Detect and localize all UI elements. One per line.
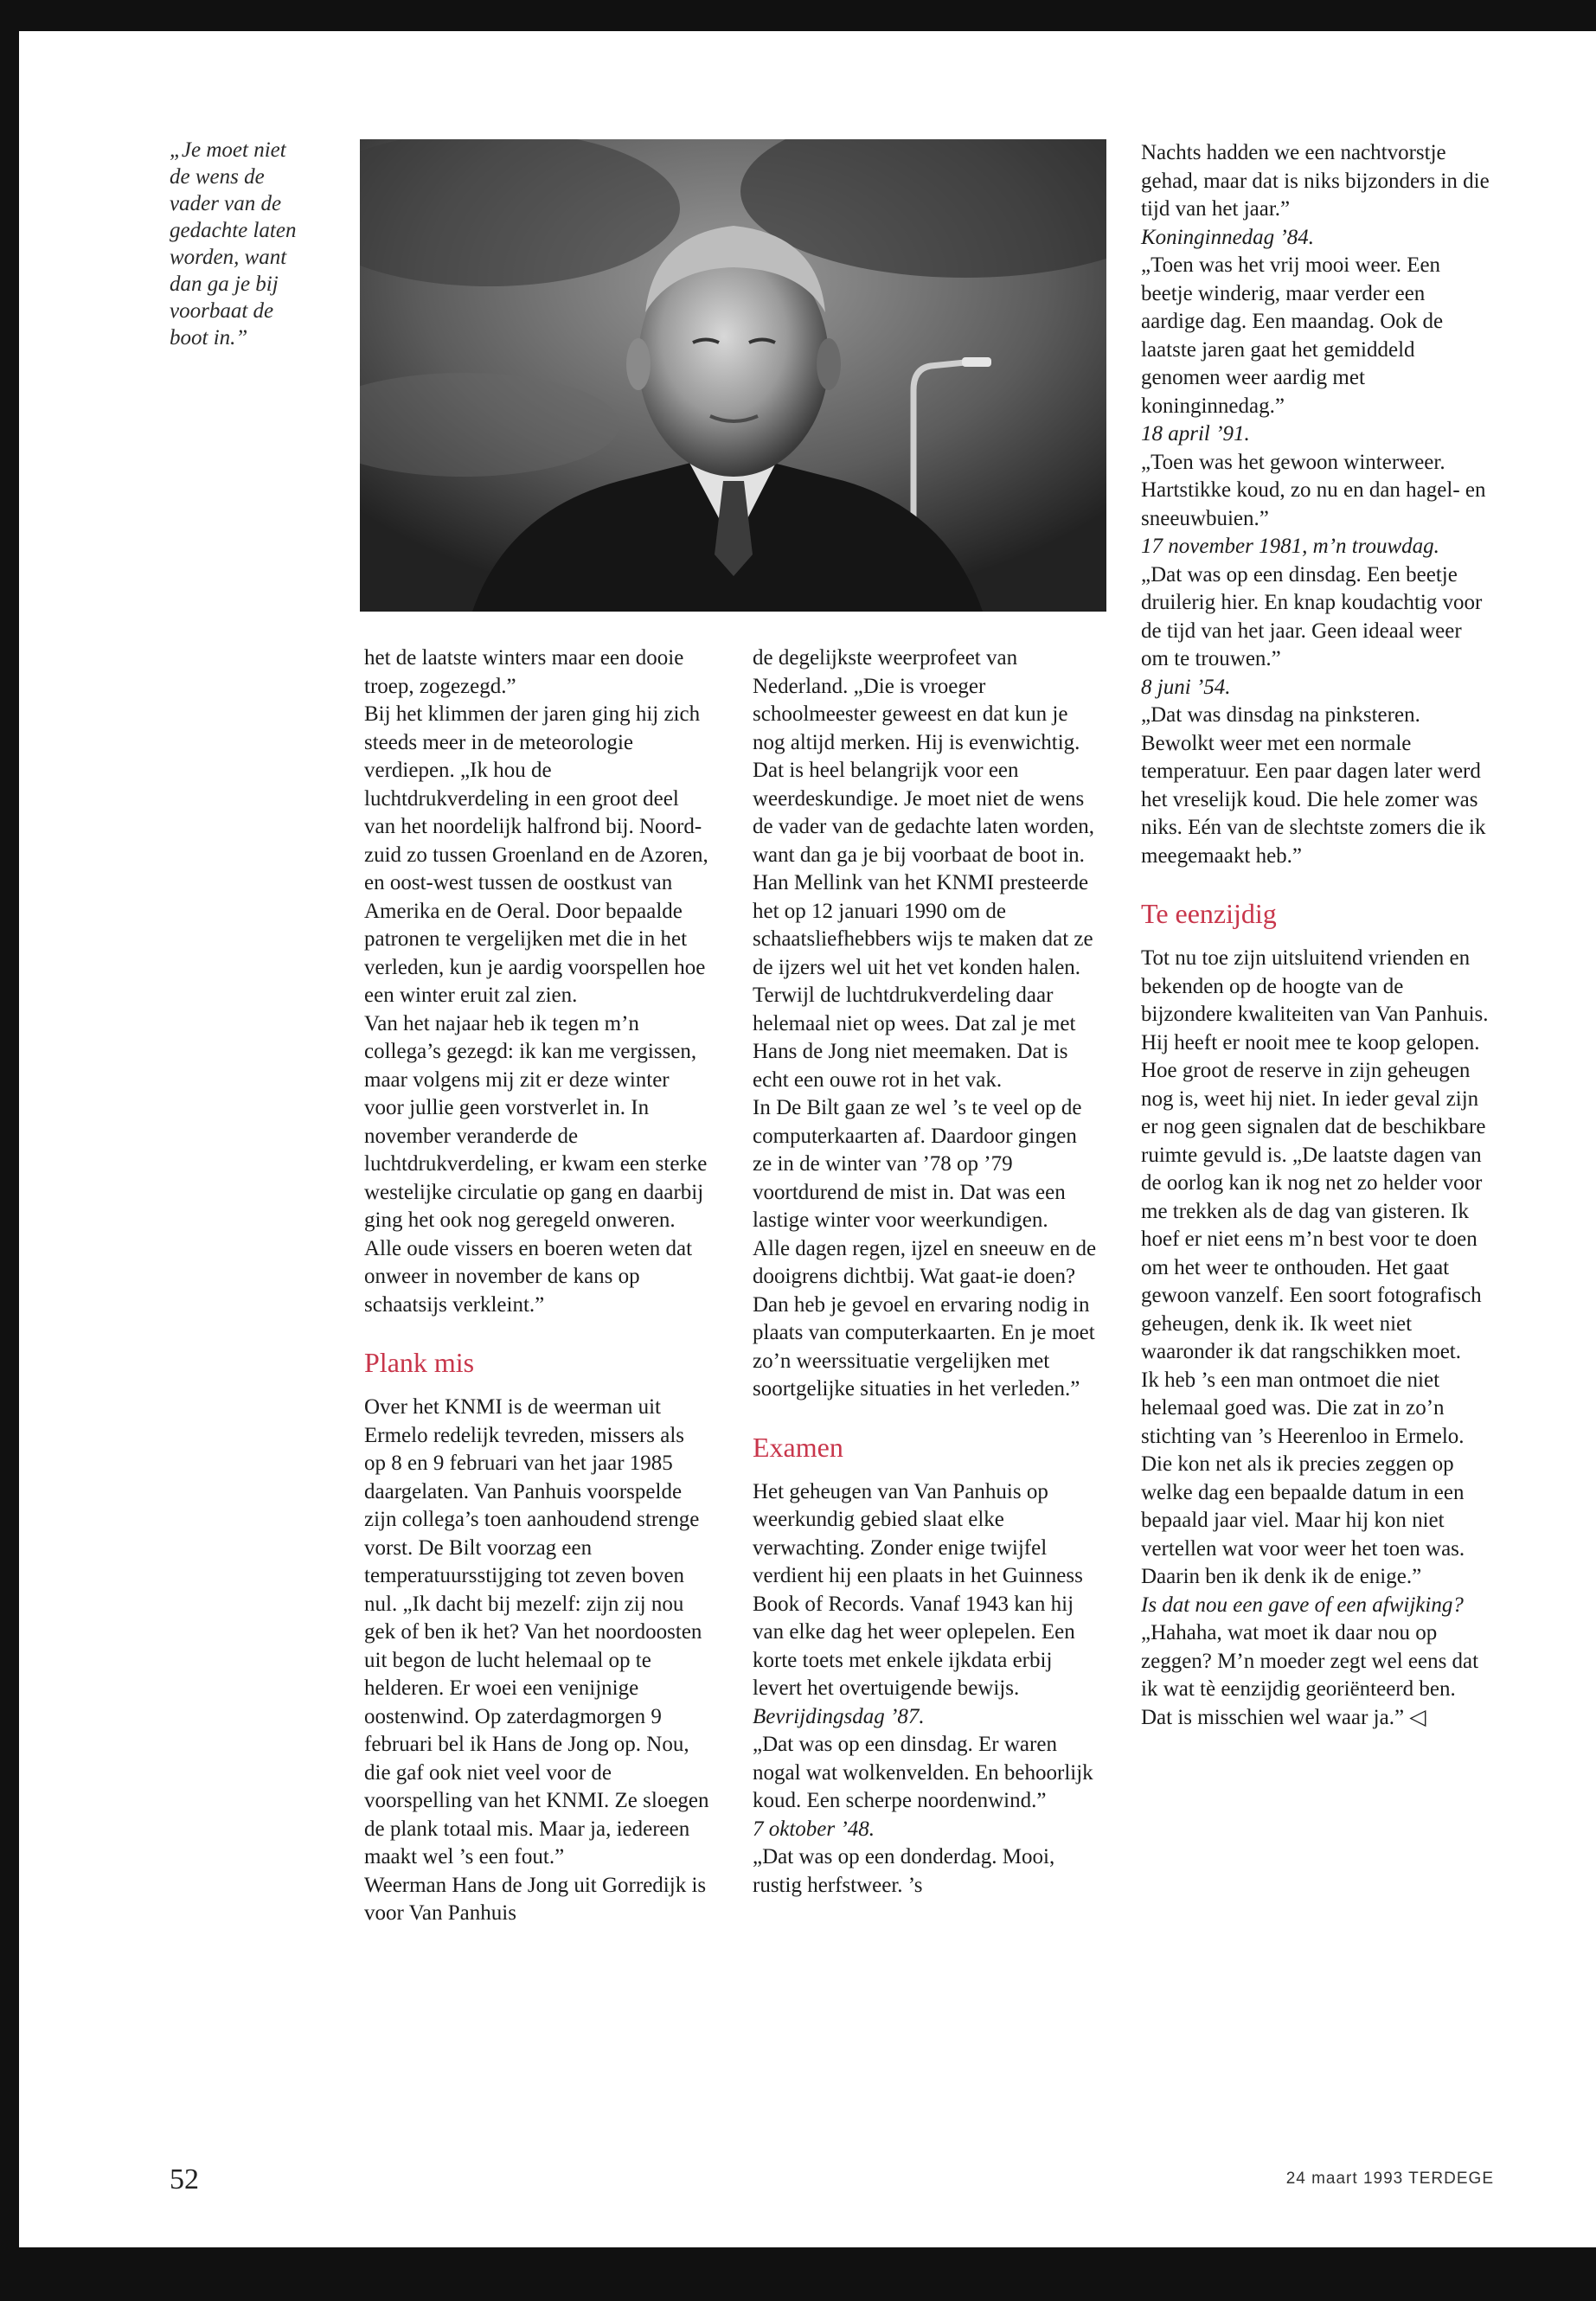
pull-quote: „Je moet niet de wens de vader van de gedachte laten worden, want dan ga je bij voorbaat de boot in.” (170, 138, 297, 349)
paragraph: Tot nu toe zijn uitsluitend vrienden en bekenden op de hoogte van de bijzondere kwaliteiten van Van Panhuis. Hij heeft er nooit mee te koop gelopen. Hoe groot de reserve in zijn geheugen nog is, weet hij niet. In ieder geval zijn er nog geen signalen dat de beschikbare ruimte gevuld is. „De laatste dagen van de oorlog kan ik nog net zo helder voor me trekken als de dag van gisteren. Ik hoef er niet eens m’n best voor te doen om het weer te onthouden. Het gaat gewoon vanzelf. Een soort fotografisch geheugen, denk ik. Ik weet niet waaronder ik dat rangschikken moet. (1141, 946, 1489, 1363)
paragraph: Het geheugen van Van Panhuis op weerkundig gebied slaat elke verwachting. Zonder enige twijfel verdient hij een plaats in het Guinness Book of Records. Vanaf 1943 kan hij van elke dag het weer oplepelen. Een korte toets met enkele ijkdata erbij levert het overtuigende bewijs. (753, 1479, 1083, 1700)
date-heading: 18 april ’91. (1141, 422, 1250, 445)
quote: „Toen was het vrij mooi weer. Een beetje winderig, maar verder een aardige dag. Een maandag. Ook de laatste jaren gaat het gemiddeld genomen weer aardig met koninginnedag.” (1141, 253, 1444, 418)
paragraph: Bij het klimmen der jaren ging hij zich steeds meer in de meteorologie verdiepen. „Ik hou de luchtdrukverdeling in een groot deel van het noordelijk halfrond bij. Noord-zuid zo tussen Groenland en de Azoren, en oost-west tussen de oostkust van Amerika en de Oeral. Door bepaalde patronen te vergelijken met die in het verleden, kun je aardig voorspellen hoe een winter eruit zal zien. (364, 702, 708, 1007)
paragraph: Alle dagen regen, ijzel en sneeuw en de dooigrens dichtbij. Wat gaat-ie doen? Dan heb je gevoel en ervaring nodig in plaats van computerkaarten. En je moet zo’n weerssituatie vergelijken met soortgelijke situaties in het verleden.” (753, 1236, 1097, 1400)
date-heading: Bevrijdingsdag ’87. (753, 1704, 925, 1728)
paragraph: Nachts hadden we een nachtvorstje gehad, maar dat is niks bijzonders in die tijd van het jaar.” (1141, 141, 1490, 221)
date-heading: 8 juni ’54. (1141, 675, 1231, 699)
paragraph: Ik heb ’s een man ontmoet die niet helemaal goed was. Die zat in zo’n stichting van ’s Heerenloo in Ermelo. Die kon net als ik precies zeggen op welke dag een bepaalde datum in een bepaald jaar viel. Maar hij kon niet vertellen wat voor weer het toen was. Daarin ben ik denk ik de enige.” (1141, 1368, 1465, 1588)
scan-border-bottom (0, 2247, 1596, 2301)
issue-line: 24 maart 1993 TERDEGE (1285, 2170, 1494, 2188)
page-number: 52 (170, 2163, 199, 2195)
subheading-examen: Examen (753, 1431, 843, 1463)
portrait-illustration (360, 139, 1106, 612)
subheading-te-eenzijdig: Te eenzijdig (1141, 898, 1277, 929)
paragraph: het de laatste winters maar een dooie troep, zogezegd.” (364, 646, 684, 698)
article-column-3 (1141, 139, 1491, 1732)
interview-question: Is dat nou een gave of een afwijking? (1141, 1593, 1464, 1617)
paragraph: de degelijkste weerprofeet van Nederland. „Die is vroeger schoolmeester geweest en dat kun je nog altijd merken. Hij is evenwichtig. Dat is heel belangrijk voor een weerdeskundige. Je moet niet de wens de vader van de gedachte laten worden, want dan ga je bij voorbaat de boot in. Han Mellink van het KNMI presteerde het op 12 januari 1990 om de schaatsliefhebbers wijs te maken dat ze de ijzers wel uit het vet konden halen. Terwijl de luchtdrukverdeling daar helemaal niet op wees. Dat zal je met Hans de Jong niet meemaken. Dat is echt een ouwe rot in het vak. (753, 646, 1094, 1092)
article-column-1 (364, 644, 710, 1928)
date-heading: 17 november 1981, m’n trouwdag. (1141, 535, 1439, 558)
quote: „Toen was het gewoon winterweer. Hartstikke koud, zo nu en dan hagel- en sneeuwbuien.” (1141, 450, 1486, 530)
paragraph: Van het najaar heb ik tegen m’n collega’s gezegd: ik kan me vergissen, maar volgens mij zit er deze winter voor jullie geen vorstverlet in. In november veranderde de luchtdrukverdeling, er kwam een sterke westelijke circulatie op gang en daarbij ging het ook nog geregeld onweren. Alle oude vissers en boeren weten dat onweer in november de kans op schaatsijs verkleint.” (364, 1011, 708, 1317)
paragraph: In De Bilt gaan ze wel ’s te veel op de computerkaarten af. Daardoor gingen ze in de winter van ’78 op ’79 voortdurend de mist in. Dat was een lastige winter voor weerkundigen. (753, 1096, 1082, 1232)
article-column-2 (753, 644, 1099, 1900)
date-heading: Koninginnedag ’84. (1141, 225, 1314, 249)
quote: „Hahaha, wat moet ik daar nou op zeggen? M’n moeder zegt wel eens dat ik wat tè eenzijdig georiënteerd ben. Dat is misschien wel waar ja.” ◁ (1141, 1621, 1479, 1729)
scan-border-top (19, 0, 1596, 31)
scan-border-left (0, 0, 19, 2301)
quote: „Dat was dinsdag na pinksteren. Bewolkt weer met een normale temperatuur. Een paar dagen later werd het vreselijk koud. Die hele zomer was niks. Eén van de slechtste zomers die ik meegemaakt heb.” (1141, 703, 1486, 868)
quote: „Dat was op een dinsdag. Er waren nogal wat wolkenvelden. En behoorlijk koud. Een scherpe noordenwind.” (753, 1733, 1093, 1812)
quote: „Dat was op een donderdag. Mooi, rustig herfstweer. ’s (753, 1845, 1055, 1897)
subheading-plank-mis: Plank mis (364, 1347, 475, 1378)
paragraph: Weerman Hans de Jong uit Gorredijk is voor Van Panhuis (364, 1873, 707, 1925)
paragraph: Over het KNMI is de weerman uit Ermelo redelijk tevreden, missers als op 8 en 9 februari van het jaar 1985 daargelaten. Van Panhuis voorspelde zijn collega’s toen aanhoudend strenge vorst. De Bilt voorzag een temperatuursstijging tot zeven boven nul. „Ik dacht bij mezelf: zijn zij nou gek of ben ik het? Van het noordoosten uit begon de lucht helemaal op te helderen. Er woei een venijnige oostenwind. Op zaterdagmorgen 9 februari bel ik Hans de Jong op. Nou, die gaf ook niet veel voor de voorspelling van het KNMI. Ze sloegen de plank totaal mis. Maar ja, iedereen maakt wel ’s een fout.” (364, 1395, 709, 1868)
portrait-photo (360, 139, 1106, 612)
date-heading: 7 oktober ’48. (753, 1817, 875, 1841)
quote: „Dat was op een dinsdag. Een beetje druilerig hier. En knap koudachtig voor de tijd van het jaar. Geen ideaal weer om te trouwen.” (1141, 562, 1483, 670)
